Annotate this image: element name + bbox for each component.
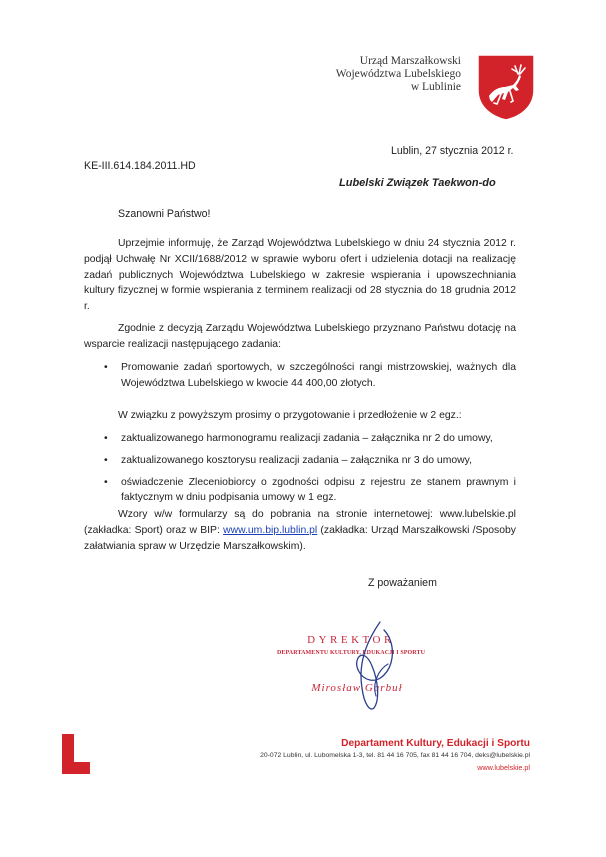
recipient: Lubelski Związek Taekwon-do: [339, 177, 496, 189]
paragraph-dotation-info: [84, 236, 516, 315]
paragraph-3: W związku z powyższym prosimy o przygotowanie i przedłożenie w 2 egz.:: [118, 410, 462, 421]
office-name-line1: Urząd Marszałkowski: [359, 55, 461, 67]
stamp-name: Mirosław Garbuł: [311, 682, 403, 694]
documents-list: [84, 431, 516, 506]
bip-link[interactable]: www.um.bip.lublin.pl: [223, 524, 318, 536]
task-list: [84, 360, 516, 392]
coat-of-arms-icon: [475, 52, 537, 122]
paragraph-1: Uprzejmie informuję, że Zarząd Województwa Lubelskiego w dniu 24 stycznia 2012 r. podjął Uchwałę Nr XCII/1688/2012 w sprawie wyboru ofert i udzielenia dotacji na realizację zadań publicznych Województwa Lubelskiego w zakresie wspierania i upowszechniania kultury fizycznej w formie wspierania z terminem realizacji od 28 stycznia do 18 grudnia 2012 r.: [84, 238, 516, 313]
paragraph-forms: [84, 507, 516, 554]
paragraph-4: [84, 507, 516, 554]
footer-department: Departament Kultury, Edukacji i Sportu: [341, 738, 530, 749]
paragraph-2: Zgodnie z decyzją Zarządu Województwa Lubelskiego przyznano Państwu dotację na wsparcie realizacji następującego zadania:: [84, 323, 516, 350]
salutation: Szanowni Państwo!: [118, 208, 211, 220]
office-name-line2: Województwa Lubelskiego: [335, 68, 461, 80]
signature-icon: [318, 612, 428, 722]
list-item: • zaktualizowanego harmonogramu realizacji zadania – załącznika nr 2 do umowy,: [84, 431, 516, 447]
letter-date: Lublin, 27 stycznia 2012 r.: [391, 145, 514, 157]
stamp-department: DEPARTAMENTU KULTURY, EDUKACJI I SPORTU: [276, 650, 426, 656]
footer-address: 20-072 Lublin, ul. Lubomelska 1-3, tel. 81 44 16 705, fax 81 44 16 704, deks@lubelskie.pl: [260, 752, 530, 759]
list-item: • Promowanie zadań sportowych, w szczególności rangi mistrzowskiej, ważnych dla Województwa Lubelskiego w kwocie 44 400,00 złotych.: [84, 360, 516, 392]
lubelskie-logo-icon: [60, 734, 92, 774]
paragraph-4-text: Wzory w/w formularzy są do pobrania na stronie internetowej: www.lubelskie.pl (zakładka: Sport) oraz w BIP:: [84, 509, 516, 536]
stamp-title: DYREKTOR: [307, 634, 395, 646]
office-name-line3: w Lublinie: [410, 81, 461, 93]
paragraph-request: [84, 408, 516, 424]
paragraph-decision: [84, 321, 516, 353]
closing: Z poważaniem: [368, 577, 437, 589]
list-item: • oświadczenie Zleceniobiorcy o zgodności odpisu z rejestru ze stanem prawnym i faktycznym w dniu podpisania umowy w 1 egz.: [84, 475, 516, 507]
list-item: • zaktualizowanego kosztorysu realizacji zadania – załącznika nr 3 do umowy,: [84, 453, 516, 469]
footer-website[interactable]: www.lubelskie.pl: [477, 763, 530, 772]
reference-number: KE-III.614.184.2011.HD: [84, 160, 196, 172]
paragraph-4-text-end: (zakładka: Urząd Marszałkowski /Sposoby załatwiania spraw w Urzędzie Marszałkowskim).: [84, 524, 516, 552]
